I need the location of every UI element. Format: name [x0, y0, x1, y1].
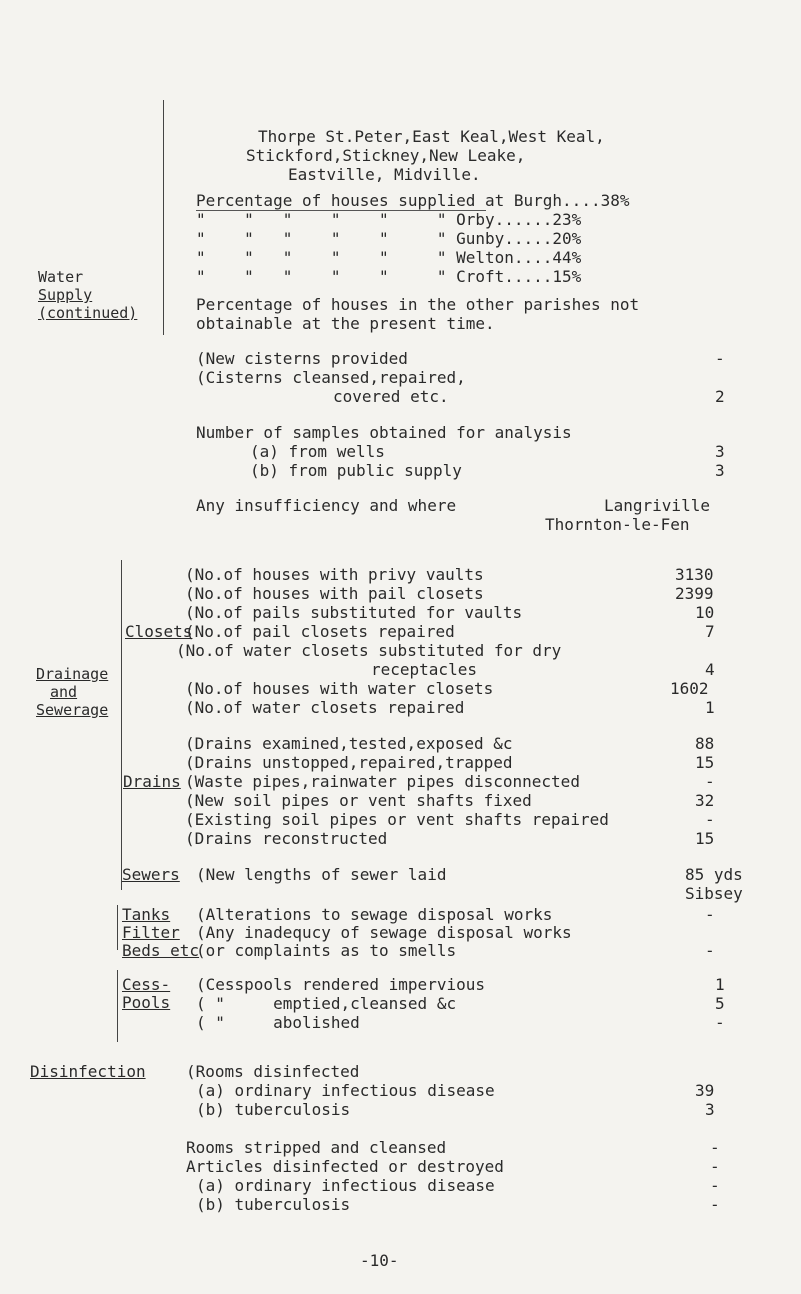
closets-row-pail: (No.of houses with pail closets [185, 584, 484, 603]
drains-row-unstopped-value: 15 [695, 753, 715, 772]
closets-row-pail-value: 2399 [675, 584, 714, 603]
sewerage-label: Sewerage [36, 701, 109, 719]
cisterns-cleansed: (Cisterns cleansed,repaired, [196, 368, 466, 387]
articles-disinfected-value: - [710, 1157, 720, 1176]
samples-wells-value: 3 [715, 442, 725, 461]
articles-tuberculosis: (b) tuberculosis [196, 1195, 351, 1214]
wc-repaired: (No.of water closets repaired [185, 698, 465, 717]
tanks-row-alterations: (Alterations to sewage disposal works [196, 905, 553, 924]
and-label: and [50, 683, 78, 701]
closets-row-privy: (No.of houses with privy vaults [185, 565, 484, 584]
closets-row-repaired-value: 7 [705, 622, 715, 641]
pools-label: Pools [122, 993, 171, 1012]
wc-substituted-value: 4 [705, 660, 715, 679]
tanks-row-alterations-value: - [705, 905, 715, 924]
water-bracket-line [163, 100, 164, 335]
percentage-title: Percentage of houses supplied at Burgh....38% [196, 191, 630, 210]
rooms-stripped: Rooms stripped and cleansed [186, 1138, 447, 1157]
wc-repaired-value: 1 [705, 698, 715, 717]
articles-disinfected: Articles disinfected or destroyed [186, 1157, 504, 1176]
closets-row-privy-value: 3130 [675, 565, 714, 584]
cisterns-value: 2 [715, 387, 725, 406]
drains-row-reconstructed: (Drains reconstructed [185, 829, 388, 848]
percentage-row-welton: " " " " " " Welton....44% [196, 248, 582, 267]
drains-row-new-soil: (New soil pipes or vent shafts fixed [185, 791, 532, 810]
header-line-3: Eastville, Midville. [288, 165, 481, 184]
sewers-text: (New lengths of sewer laid [196, 865, 447, 884]
tanks-bracket-line [117, 905, 118, 950]
other-parishes-line-2: obtainable at the present time. [196, 314, 495, 333]
cess-row-emptied: ( " emptied,cleansed &c [196, 994, 457, 1013]
disinfection-label: Disinfection [30, 1062, 146, 1081]
rooms-disinfected: (Rooms disinfected [186, 1062, 360, 1081]
wc-substituted-line-2: receptacles [371, 660, 477, 679]
tanks-row-smells-value: - [705, 941, 715, 960]
cisterns-covered: covered etc. [333, 387, 449, 406]
drains-label: Drains [123, 772, 181, 791]
drains-row-existing-soil: (Existing soil pipes or vent shafts repaired [185, 810, 609, 829]
rooms-stripped-value: - [710, 1138, 720, 1157]
samples-public-value: 3 [715, 461, 725, 480]
samples-wells: (a) from wells [250, 442, 385, 461]
cess-bracket-line [117, 970, 118, 1042]
percentage-row-gunby: " " " " " " Gunby.....20% [196, 229, 582, 248]
insufficiency-place-1: Langriville [604, 496, 710, 515]
closets-row-repaired: (No.of pail closets repaired [185, 622, 455, 641]
cess-row-impervious: (Cesspools rendered impervious [196, 975, 485, 994]
wc-houses-value: 1602 [670, 679, 709, 698]
drains-row-new-soil-value: 32 [695, 791, 715, 810]
samples-public: (b) from public supply [250, 461, 462, 480]
samples-title: Number of samples obtained for analysis [196, 423, 572, 442]
sewers-place: Sibsey [685, 884, 743, 903]
drains-row-existing-soil-value: - [705, 810, 715, 829]
wc-houses: (No.of houses with water closets [185, 679, 494, 698]
sewers-value: 85 yds [685, 865, 743, 884]
insufficiency-line: Any insufficiency and where [196, 496, 457, 515]
filter-label: Filter [122, 923, 180, 942]
cess-row-abolished: ( " abolished [196, 1013, 360, 1032]
drains-row-waste: (Waste pipes,rainwater pipes disconnected [185, 772, 580, 791]
closets-label: Closets [125, 622, 193, 641]
cess-label: Cess- [122, 975, 171, 994]
closets-row-substituted: (No.of pails substituted for vaults [185, 603, 523, 622]
tanks-label: Tanks [122, 905, 171, 924]
continued-label: (continued) [38, 304, 138, 322]
sewers-label: Sewers [122, 865, 180, 884]
wc-substituted-line-1: (No.of water closets substituted for dry [176, 641, 562, 660]
drains-row-unstopped: (Drains unstopped,repaired,trapped [185, 753, 513, 772]
beds-label: Beds etc [122, 941, 200, 960]
cisterns-provided-value: - [715, 349, 725, 368]
header-line-2: Stickford,Stickney,New Leake, [246, 146, 526, 165]
rooms-tuberculosis: (b) tuberculosis [196, 1100, 351, 1119]
articles-ordinary: (a) ordinary infectious disease [196, 1176, 495, 1195]
closets-row-substituted-value: 10 [695, 603, 715, 622]
rooms-tuberculosis-value: 3 [705, 1100, 715, 1119]
percentage-row-croft: " " " " " " Croft.....15% [196, 267, 582, 286]
cess-row-abolished-value: - [715, 1013, 725, 1032]
articles-ordinary-value: - [710, 1176, 720, 1195]
cisterns-provided: (New cisterns provided [196, 349, 408, 368]
header-line-1: Thorpe St.Peter,East Keal,West Keal, [258, 127, 605, 146]
supply-label: Supply [38, 286, 93, 304]
tanks-row-inadequacy: (Any inadequcy of sewage disposal works [196, 923, 572, 942]
cess-row-emptied-value: 5 [715, 994, 725, 1013]
articles-tuberculosis-value: - [710, 1195, 720, 1214]
cess-row-impervious-value: 1 [715, 975, 725, 994]
drains-row-examined: (Drains examined,tested,exposed &c [185, 734, 513, 753]
drains-row-reconstructed-value: 15 [695, 829, 715, 848]
drainage-label: Drainage [36, 665, 109, 683]
drains-row-waste-value: - [705, 772, 715, 791]
rooms-ordinary: (a) ordinary infectious disease [196, 1081, 495, 1100]
tanks-row-smells: (or complaints as to smells [196, 941, 457, 960]
insufficiency-place-2: Thornton-le-Fen [545, 515, 690, 534]
page-number: -10- [360, 1251, 399, 1270]
drains-row-examined-value: 88 [695, 734, 715, 753]
water-label: Water [38, 268, 84, 286]
drainage-bracket-line [121, 560, 122, 890]
other-parishes-line-1: Percentage of houses in the other parishes not [196, 295, 640, 314]
rooms-ordinary-value: 39 [695, 1081, 715, 1100]
percentage-row-orby: " " " " " " Orby......23% [196, 210, 582, 229]
